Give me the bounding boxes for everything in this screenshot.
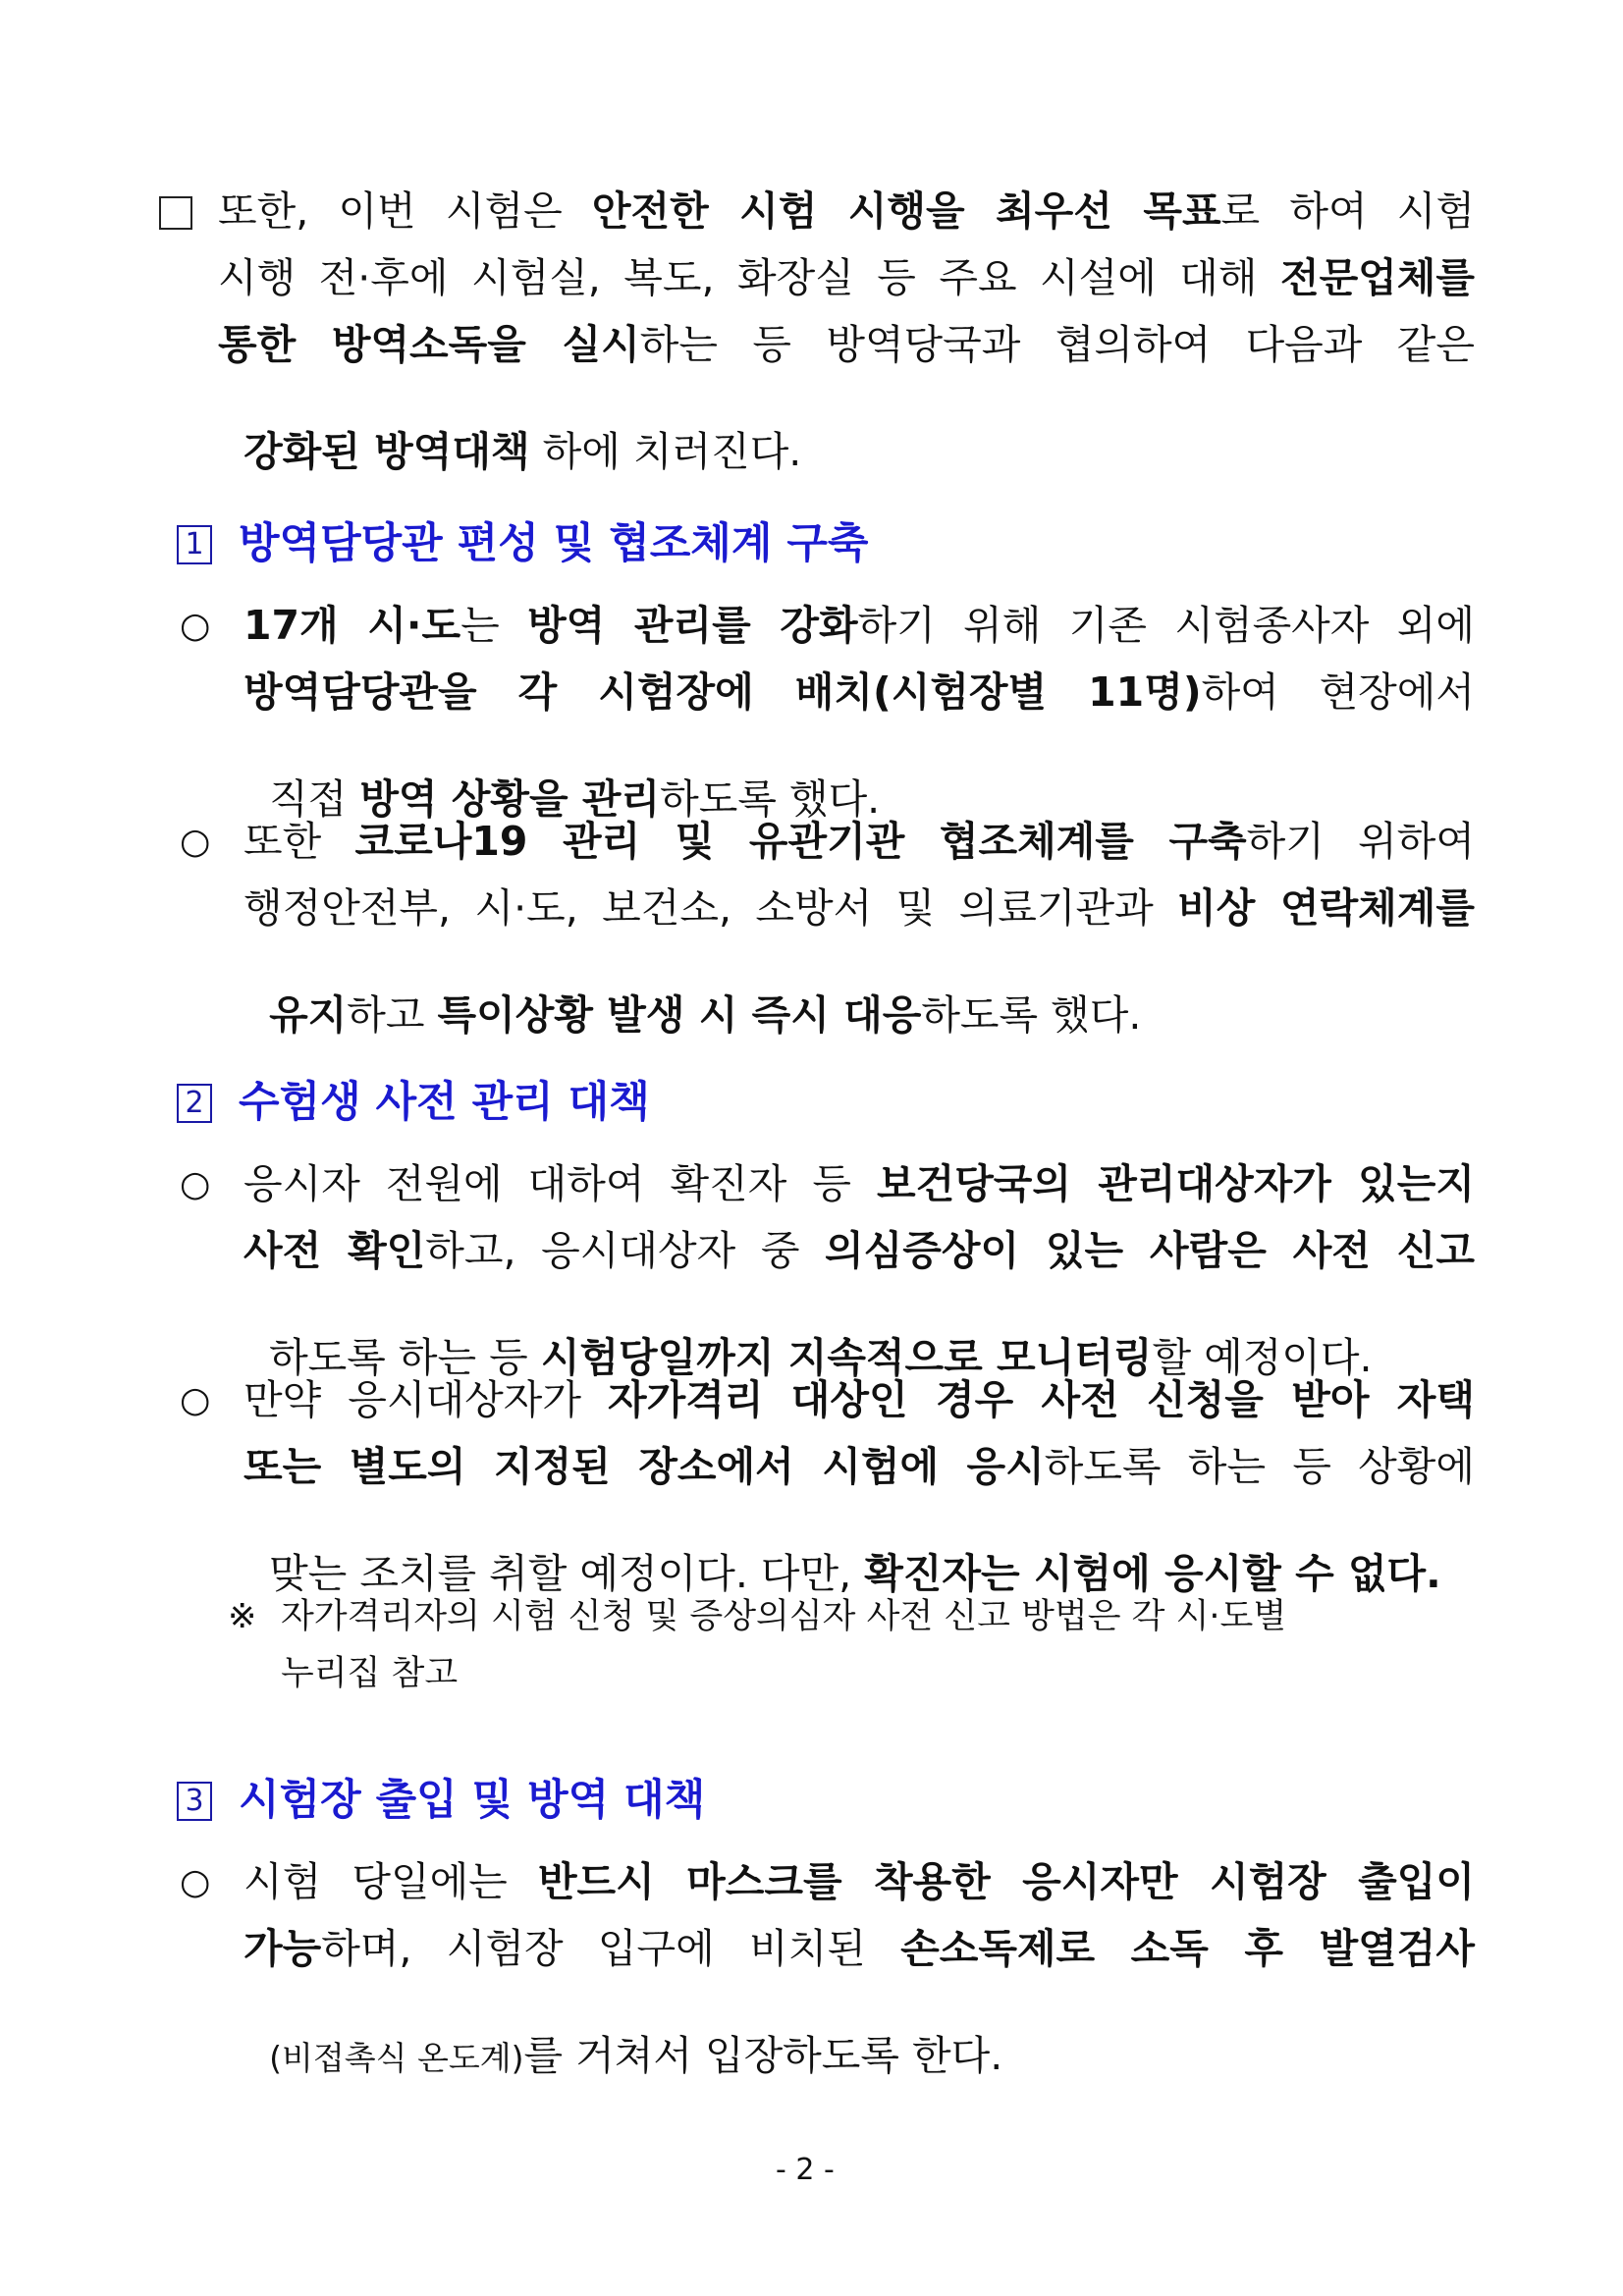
sec2-b1-line-2: 사전 확인하고, 응시대상자 중 의심증상이 있는 사람은 사전 신고 <box>243 1227 1475 1274</box>
sec1-b1-line-2: 방역담당관을 각 시험장에 배치(시험장별 11명)하여 현장에서 <box>243 668 1475 716</box>
bullet-circle: ○ <box>180 1164 211 1204</box>
sec3-b1-line-3: (비접촉식 온도계)를 거쳐서 입장하도록 한다. <box>269 2032 1003 2079</box>
sec2-b2-line-3: 맞는 조치를 취할 예정이다. 다만, 확진자는 시험에 응시할 수 없다. <box>269 1550 1441 1597</box>
note-line-1: 자가격리자의 시험 신청 및 증상의심자 사전 신고 방법은 각 시·도별 <box>281 1597 1287 1636</box>
sec1-b2-line-1: 또한 코로나19 관리 및 유관기관 협조체계를 구축하기 위하여 <box>243 818 1475 865</box>
sec3-b1-line-2: 가능하며, 시험장 입구에 비치된 손소독제로 소독 후 발열검사 <box>243 1925 1475 1972</box>
sec1-b2-line-2: 행정안전부, 시·도, 보건소, 소방서 및 의료기관과 비상 연락체계를 <box>243 884 1476 932</box>
bullet-circle: ○ <box>180 1380 211 1420</box>
intro-line-3: 통한 방역소독을 실시하는 등 방역당국과 협의하여 다음과 같은 <box>218 321 1475 368</box>
sec2-b2-line-1: 만약 응시대상자가 자가격리 대상인 경우 사전 신청을 받아 자택 <box>243 1376 1475 1423</box>
section-1-number: 1 <box>177 525 212 564</box>
checkbox-square <box>159 196 192 230</box>
intro-line-2: 시행 전·후에 시험실, 복도, 화장실 등 주요 시설에 대해 전문업체를 <box>218 254 1475 301</box>
section-1-title: 방역담당관 편성 및 협조체계 구축 <box>239 519 869 568</box>
note-line-2: 누리집 참고 <box>281 1654 459 1693</box>
page-number: - 2 - <box>776 2153 835 2187</box>
section-3-number: 3 <box>177 1782 212 1821</box>
note-mark: ※ <box>228 1597 257 1636</box>
sec1-b1-line-1: 17개 시·도는 방역 관리를 강화하기 위해 기존 시험종사자 외에 <box>243 602 1475 649</box>
sec2-b2-line-2: 또는 별도의 지정된 장소에서 시험에 응시하도록 하는 등 상황에 <box>243 1443 1475 1490</box>
sec3-b1-line-1: 시험 당일에는 반드시 마스크를 착용한 응시자만 시험장 출입이 <box>243 1858 1475 1905</box>
bullet-circle: ○ <box>180 606 211 646</box>
sec1-b1-line-3: 직접 방역 상황을 관리하도록 했다. <box>269 775 881 823</box>
section-2-number: 2 <box>177 1084 212 1123</box>
bullet-circle: ○ <box>180 822 211 862</box>
intro-line-1: 또한, 이번 시험은 안전한 시험 시행을 최우선 목표로 하여 시험 <box>218 187 1475 235</box>
sec2-b1-line-1: 응시자 전원에 대하여 확진자 등 보건당국의 관리대상자가 있는지 <box>243 1160 1475 1207</box>
bullet-circle: ○ <box>180 1862 211 1902</box>
sec1-b2-line-3: 유지하고 특이상황 발생 시 즉시 대응하도록 했다. <box>269 991 1142 1039</box>
sec2-b1-line-3: 하도록 하는 등 시험당일까지 지속적으로 모니터링할 예정이다. <box>269 1334 1373 1381</box>
section-2-title: 수험생 사전 관리 대책 <box>239 1078 650 1127</box>
intro-line-4: 강화된 방역대책 하에 치러진다. <box>243 428 802 475</box>
section-3-title: 시험장 출입 및 방역 대책 <box>239 1776 706 1825</box>
